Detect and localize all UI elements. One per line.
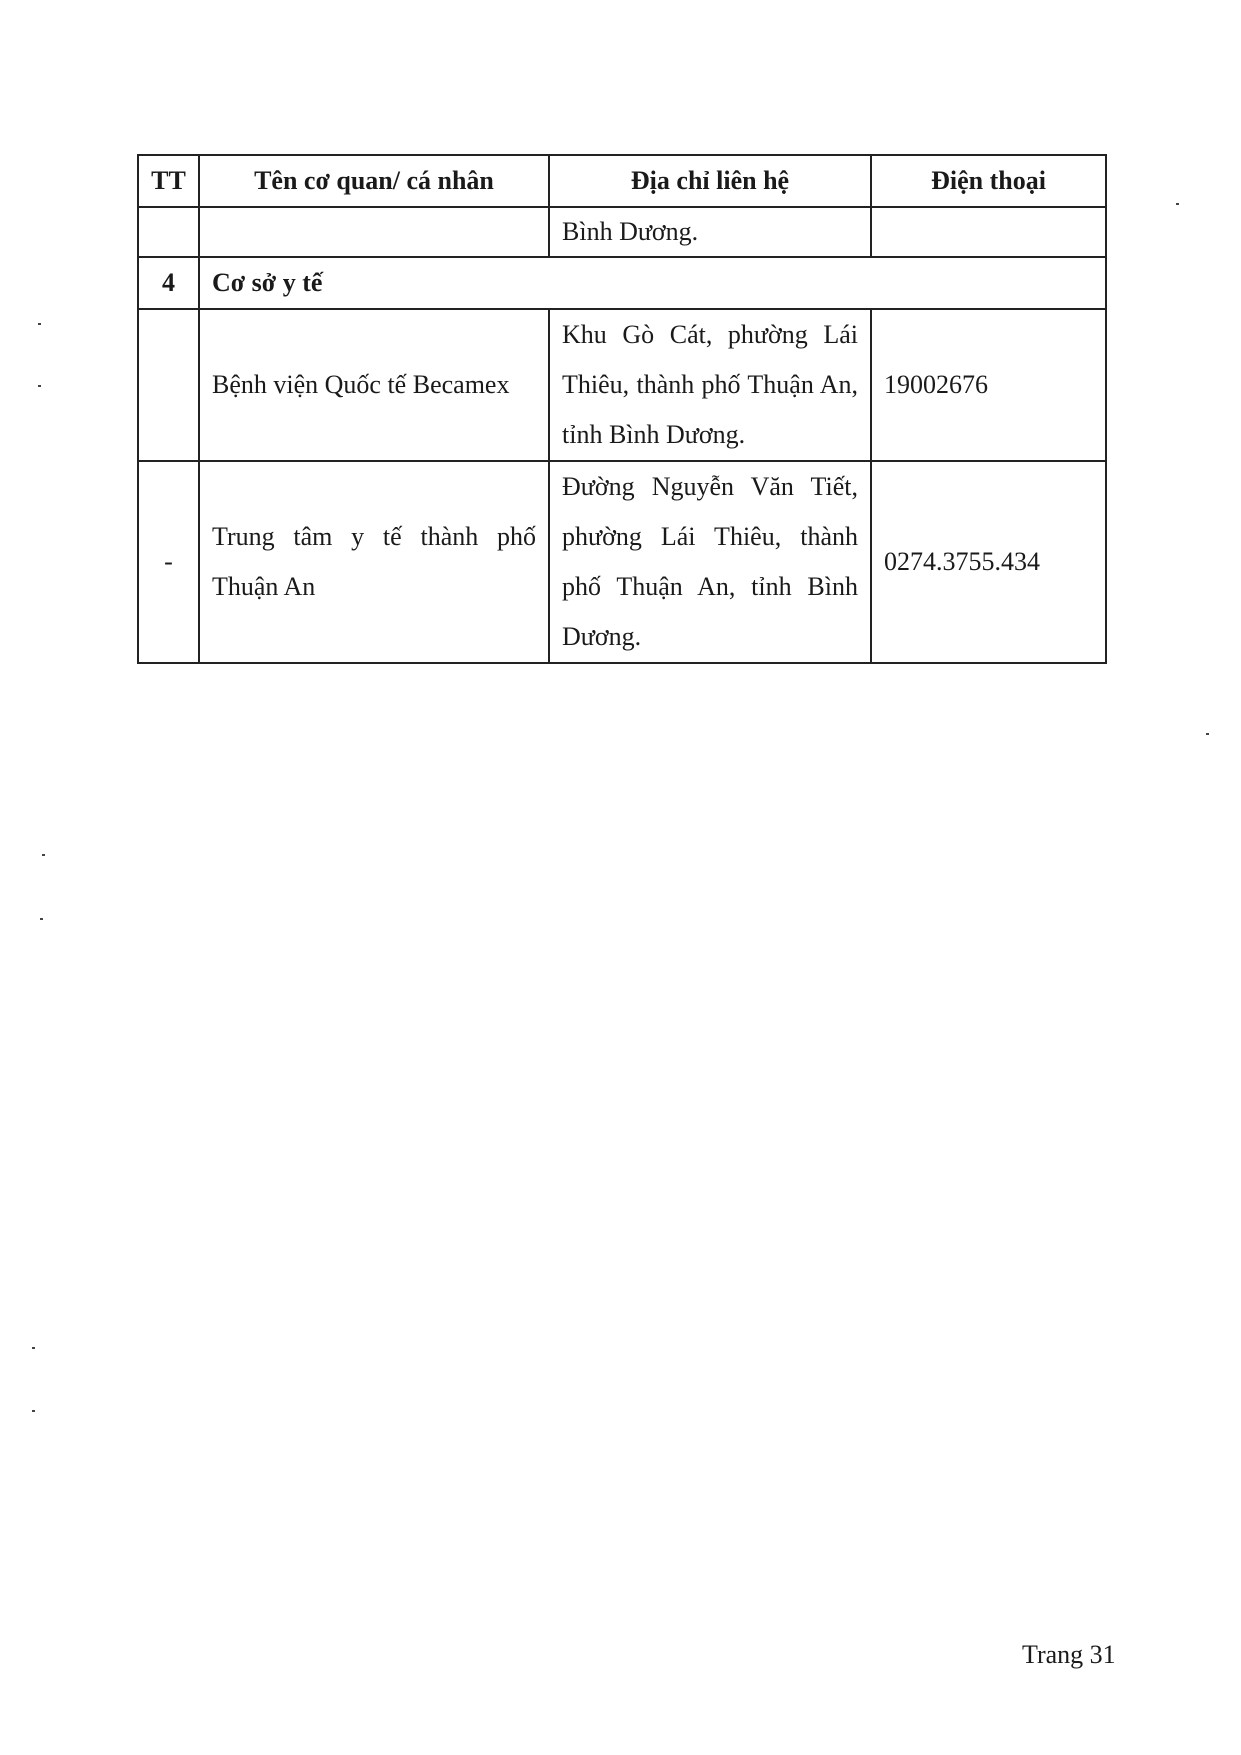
cell-name: Bệnh viện Quốc tế Becamex (199, 309, 549, 461)
table-row (138, 461, 1106, 663)
table-row-continued (138, 207, 1106, 257)
section-row (138, 257, 1106, 309)
page-number: Trang 31 (1022, 1640, 1116, 1669)
scan-speck (1206, 733, 1209, 735)
cell-address: Bình Dương. (549, 207, 871, 257)
scan-speck (42, 854, 45, 856)
scan-speck (32, 1410, 35, 1412)
header-phone: Điện thoại (871, 155, 1106, 207)
cell-phone: 0274.3755.434 (871, 461, 1106, 663)
cell-name: Trung tâm y tế thành phố Thuận An (199, 461, 549, 663)
cell-phone: 19002676 (871, 309, 1106, 461)
header-name: Tên cơ quan/ cá nhân (199, 155, 549, 207)
cell-address: Đường Nguyễn Văn Tiết, phường Lái Thiêu, thành phố Thuận An, tỉnh Bình Dương. (549, 461, 871, 663)
cell-address: Khu Gò Cát, phường Lái Thiêu, thành phố Thuận An, tỉnh Bình Dương. (549, 309, 871, 461)
scan-speck (32, 1347, 35, 1349)
table-row (138, 309, 1106, 461)
cell-tt (138, 309, 199, 461)
contact-table (137, 154, 1107, 664)
cell-name (199, 207, 549, 257)
scan-speck (38, 385, 41, 387)
scan-speck (1176, 203, 1179, 205)
scan-speck (38, 323, 41, 325)
cell-tt (138, 207, 199, 257)
cell-tt: - (138, 461, 199, 663)
cell-phone (871, 207, 1106, 257)
header-tt: TT (138, 155, 199, 207)
table-header-row (138, 155, 1106, 207)
header-address: Địa chỉ liên hệ (549, 155, 871, 207)
scan-speck (40, 918, 43, 920)
section-title: Cơ sở y tế (199, 257, 1106, 309)
section-number: 4 (138, 257, 199, 309)
